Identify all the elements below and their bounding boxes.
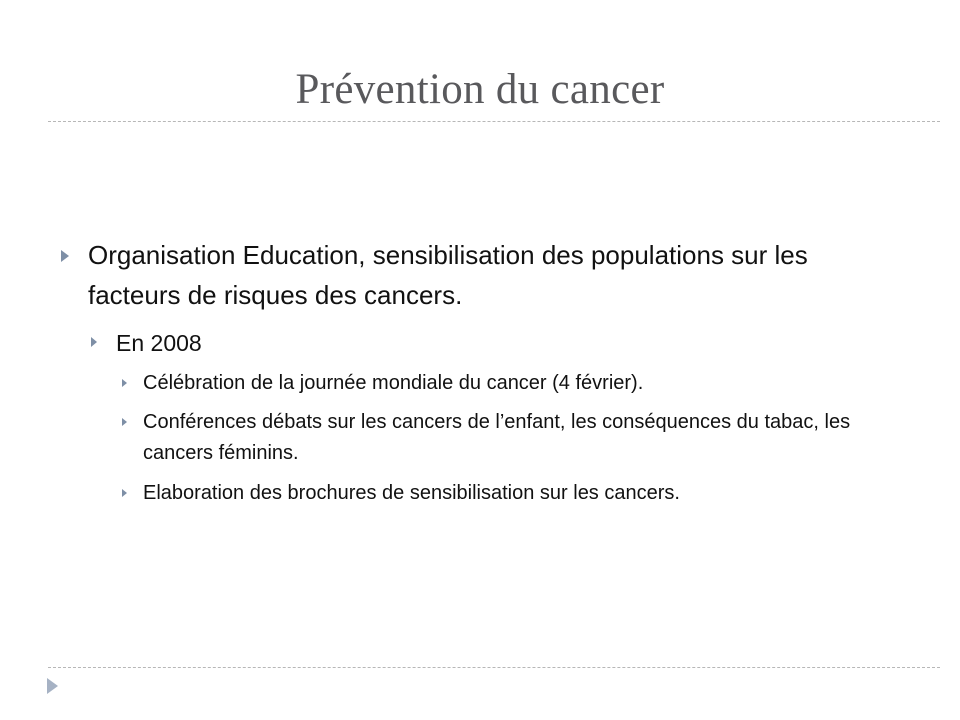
main-bullet-text: Organisation Education, sensibilisation des populations sur les facteurs de risques des cancers.: [88, 240, 808, 310]
bullet-triangle-icon: [61, 250, 69, 262]
sub-sub-bullet-text-2: Conférences débats sur les cancers de l’enfant, les conséquences du tabac, les cancers féminins.: [143, 411, 851, 464]
footer-divider: [48, 667, 940, 668]
slide-title: Prévention du cancer: [295, 66, 665, 113]
next-slide-icon[interactable]: [47, 678, 58, 694]
sub-sub-bullet-text-1: Célébration de la journée mondiale du cancer (4 février).: [143, 372, 644, 394]
sub-sub-bullet-text-3: Elaboration des brochures de sensibilisation sur les cancers.: [143, 482, 680, 504]
sub-bullet-text: En 2008: [116, 330, 202, 356]
bullet-triangle-icon: [91, 337, 97, 347]
bullet-triangle-icon: [122, 489, 127, 497]
bullet-triangle-icon: [122, 379, 127, 387]
bullet-triangle-icon: [122, 418, 127, 426]
